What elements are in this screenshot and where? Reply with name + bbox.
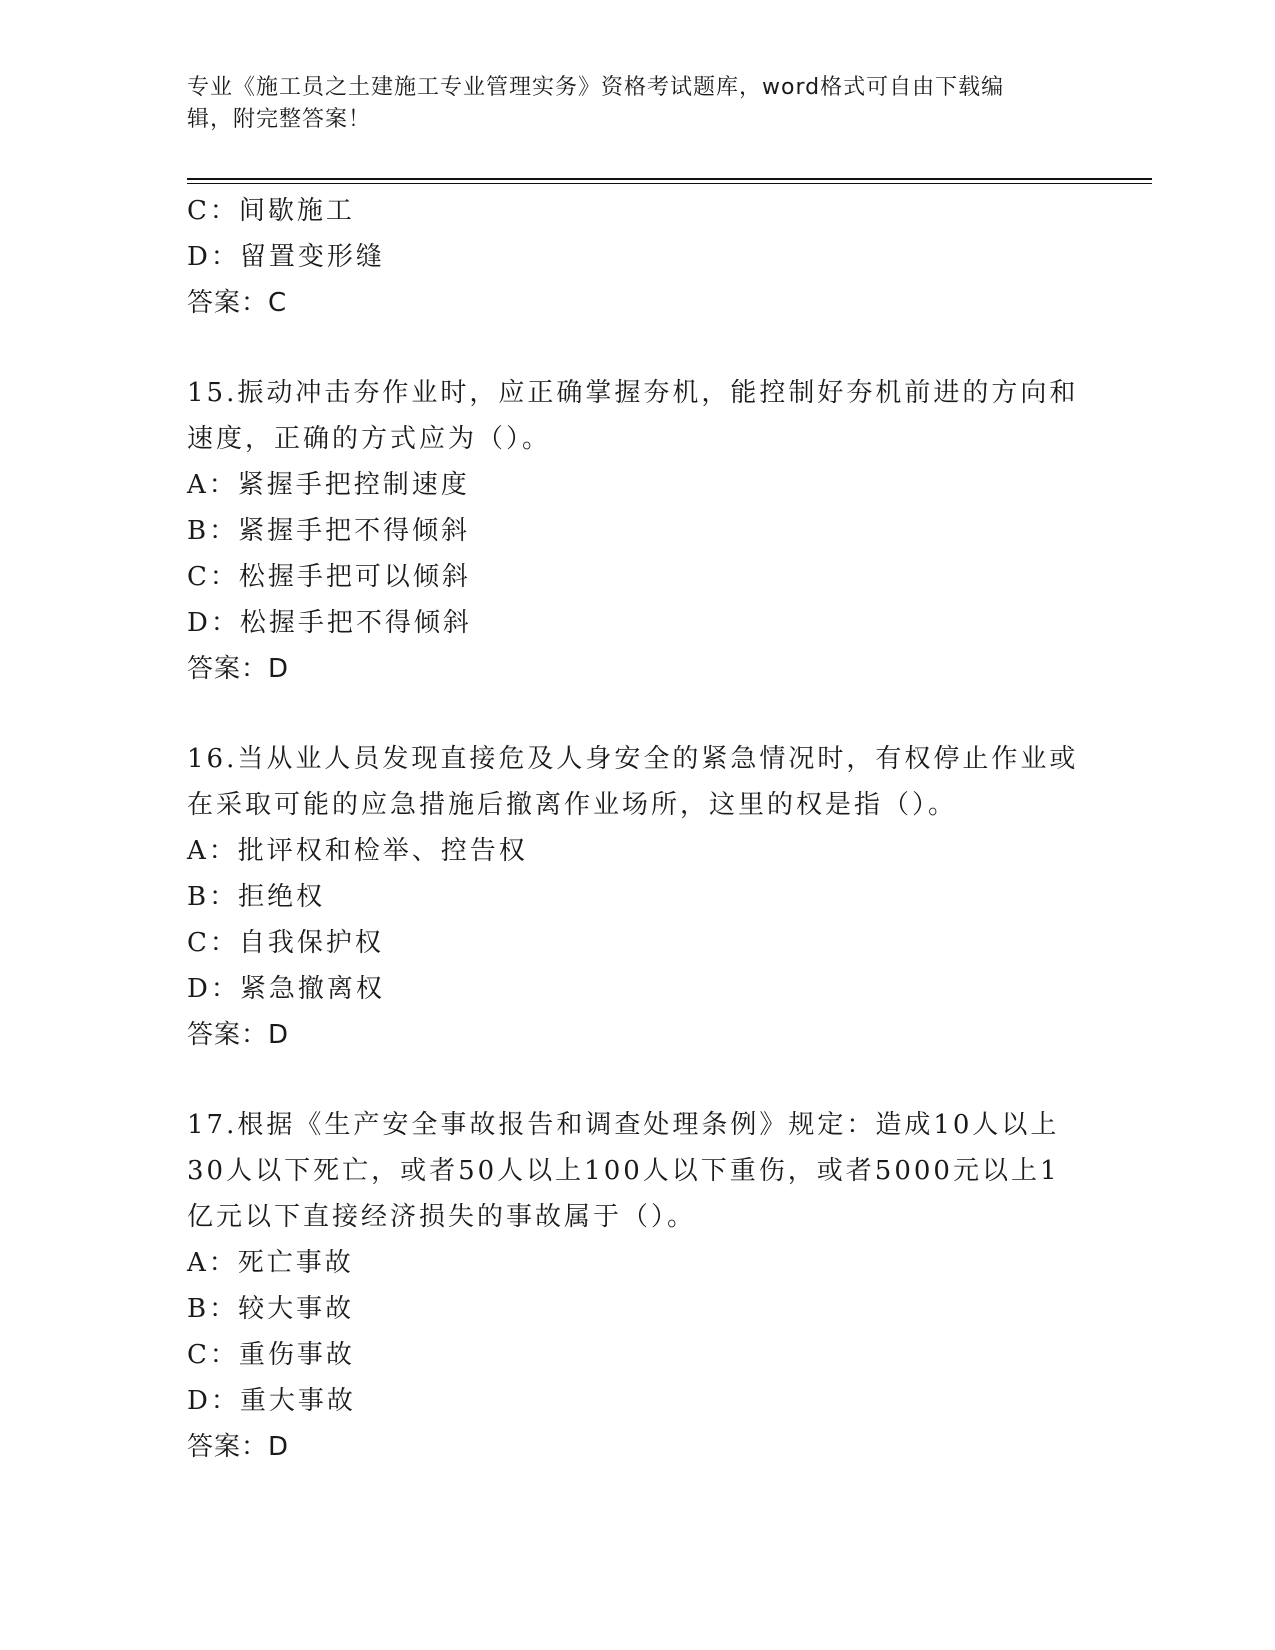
header-line-2: 辑，附完整答案！ [187,107,372,132]
question-text-line: 30人以下死亡，或者50人以上100人以下重伤，或者5000元以上1 [187,1156,1060,1186]
answer-line: 答案：D [187,1020,290,1050]
option-a: A：紧握手把控制速度 [187,470,470,500]
question-17 [187,1102,1087,1470]
page-header [187,72,1067,136]
header-line-1: 专业《施工员之土建施工专业管理实务》资格考试题库，word格式可自由下载编 [187,75,1005,100]
question-text-line: 亿元以下直接经济损失的事故属于（）。 [187,1202,697,1232]
option-b: B：紧握手把不得倾斜 [187,516,471,546]
answer-line: 答案：C [187,288,288,318]
option-c: C：自我保护权 [187,928,384,958]
question-15 [187,370,1087,692]
question-spacer [187,326,1087,370]
header-divider-thin [187,183,1152,184]
option-d: D：重大事故 [187,1386,356,1416]
answer-line: 答案：D [187,1432,290,1462]
header-divider-thick [187,178,1152,180]
option-c: C：间歇施工 [187,196,355,226]
question-text-line: 在采取可能的应急措施后撤离作业场所，这里的权是指（）。 [187,790,958,820]
option-c: C：重伤事故 [187,1340,355,1370]
option-d: D：紧急撤离权 [187,974,385,1004]
question-text-line: 16.当从业人员发现直接危及人身安全的紧急情况时，有权停止作业或 [187,744,1079,774]
answer-line: 答案：D [187,654,290,684]
option-a: A：死亡事故 [187,1248,354,1278]
question-16 [187,736,1087,1058]
question-text-line: 17.根据《生产安全事故报告和调查处理条例》规定：造成10人以上 [187,1110,1060,1140]
question-spacer [187,692,1087,736]
question-text-line: 速度，正确的方式应为（）。 [187,424,552,454]
question-spacer [187,1058,1087,1102]
option-c: C：松握手把可以倾斜 [187,562,471,592]
question-14-tail [187,188,1087,326]
option-a: A：批评权和检举、控告权 [187,836,528,866]
document-body [187,188,1087,1470]
option-b: B：拒绝权 [187,882,326,912]
option-d: D：留置变形缝 [187,242,385,272]
option-b: B：较大事故 [187,1294,355,1324]
option-d: D：松握手把不得倾斜 [187,608,472,638]
question-text-line: 15.振动冲击夯作业时，应正确掌握夯机，能控制好夯机前进的方向和 [187,378,1079,408]
